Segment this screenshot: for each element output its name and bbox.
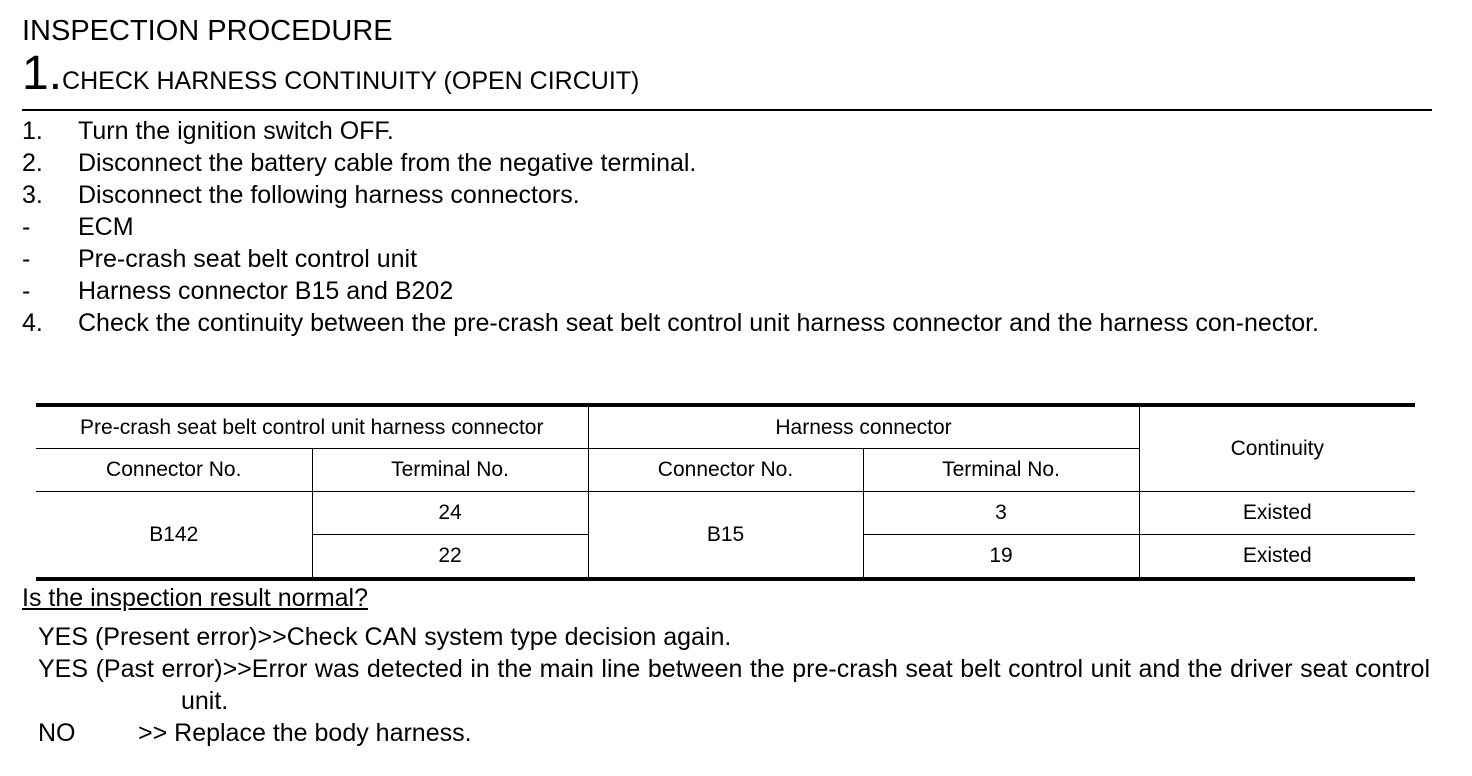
step-text: Disconnect the battery cable from the negative terminal.	[78, 149, 697, 177]
terminal-cell: 22	[312, 535, 588, 580]
group-header-harness: Harness connector	[588, 405, 1139, 449]
step-title: CHECK HARNESS CONTINUITY (OPEN CIRCUIT)	[62, 67, 640, 95]
step-mark: -	[22, 213, 31, 241]
step-mark: 3.	[22, 181, 43, 209]
step-text: ECM	[78, 213, 134, 241]
step-text: Check the continuity between the pre-crash seat belt control unit harness connector and the harness con-nector.	[78, 309, 1320, 337]
step-mark: 2.	[22, 149, 43, 177]
terminal-cell: 24	[312, 492, 588, 535]
answer-no-label: NO	[38, 719, 76, 747]
connector-cell: B142	[36, 492, 312, 580]
step-text: Disconnect the following harness connectors.	[78, 181, 580, 209]
continuity-cell: Existed	[1139, 492, 1415, 535]
table-row	[36, 492, 1415, 535]
step-text: Harness connector B15 and B202	[78, 277, 454, 305]
connector-no-header: Connector No.	[588, 449, 863, 492]
step-item	[22, 147, 1432, 179]
terminal-no-header: Terminal No.	[863, 449, 1139, 492]
result-question: Is the inspection result normal?	[22, 584, 369, 612]
heading-divider	[22, 109, 1432, 111]
continuity-table	[36, 403, 1415, 581]
step-item	[22, 307, 1432, 339]
step-item	[22, 243, 1432, 275]
terminal-cell: 3	[863, 492, 1139, 535]
connector-no-header: Connector No.	[36, 449, 312, 492]
procedure-heading: INSPECTION PROCEDURE	[22, 15, 393, 47]
step-mark: -	[22, 245, 31, 273]
continuity-header: Continuity	[1139, 405, 1415, 492]
step-text: Turn the ignition switch OFF.	[78, 117, 394, 145]
step-mark: 4.	[22, 309, 43, 337]
step-heading	[22, 47, 640, 109]
answer-list	[38, 621, 1430, 749]
answer-yes-past: YES (Past error)>>Error was detected in the main line between the pre-crash seat belt control unit and the driver seat control unit.	[38, 655, 1430, 715]
step-number: 1.	[22, 47, 63, 100]
answer-no	[38, 717, 1430, 749]
terminal-cell: 19	[863, 535, 1139, 580]
step-item	[22, 115, 1432, 147]
step-item	[22, 211, 1432, 243]
step-item	[22, 179, 1432, 211]
terminal-no-header: Terminal No.	[312, 449, 588, 492]
connector-cell: B15	[588, 492, 863, 580]
step-mark: 1.	[22, 117, 43, 145]
step-list	[22, 115, 1432, 339]
answer-no-text: >> Replace the body harness.	[138, 719, 472, 747]
step-item	[22, 275, 1432, 307]
answer-yes-present: YES (Present error)>>Check CAN system type decision again.	[38, 623, 732, 651]
step-text: Pre-crash seat belt control unit	[78, 245, 418, 273]
group-header-control-unit: Pre-crash seat belt control unit harness connector	[36, 405, 588, 449]
continuity-cell: Existed	[1139, 535, 1415, 580]
step-mark: -	[22, 277, 31, 305]
